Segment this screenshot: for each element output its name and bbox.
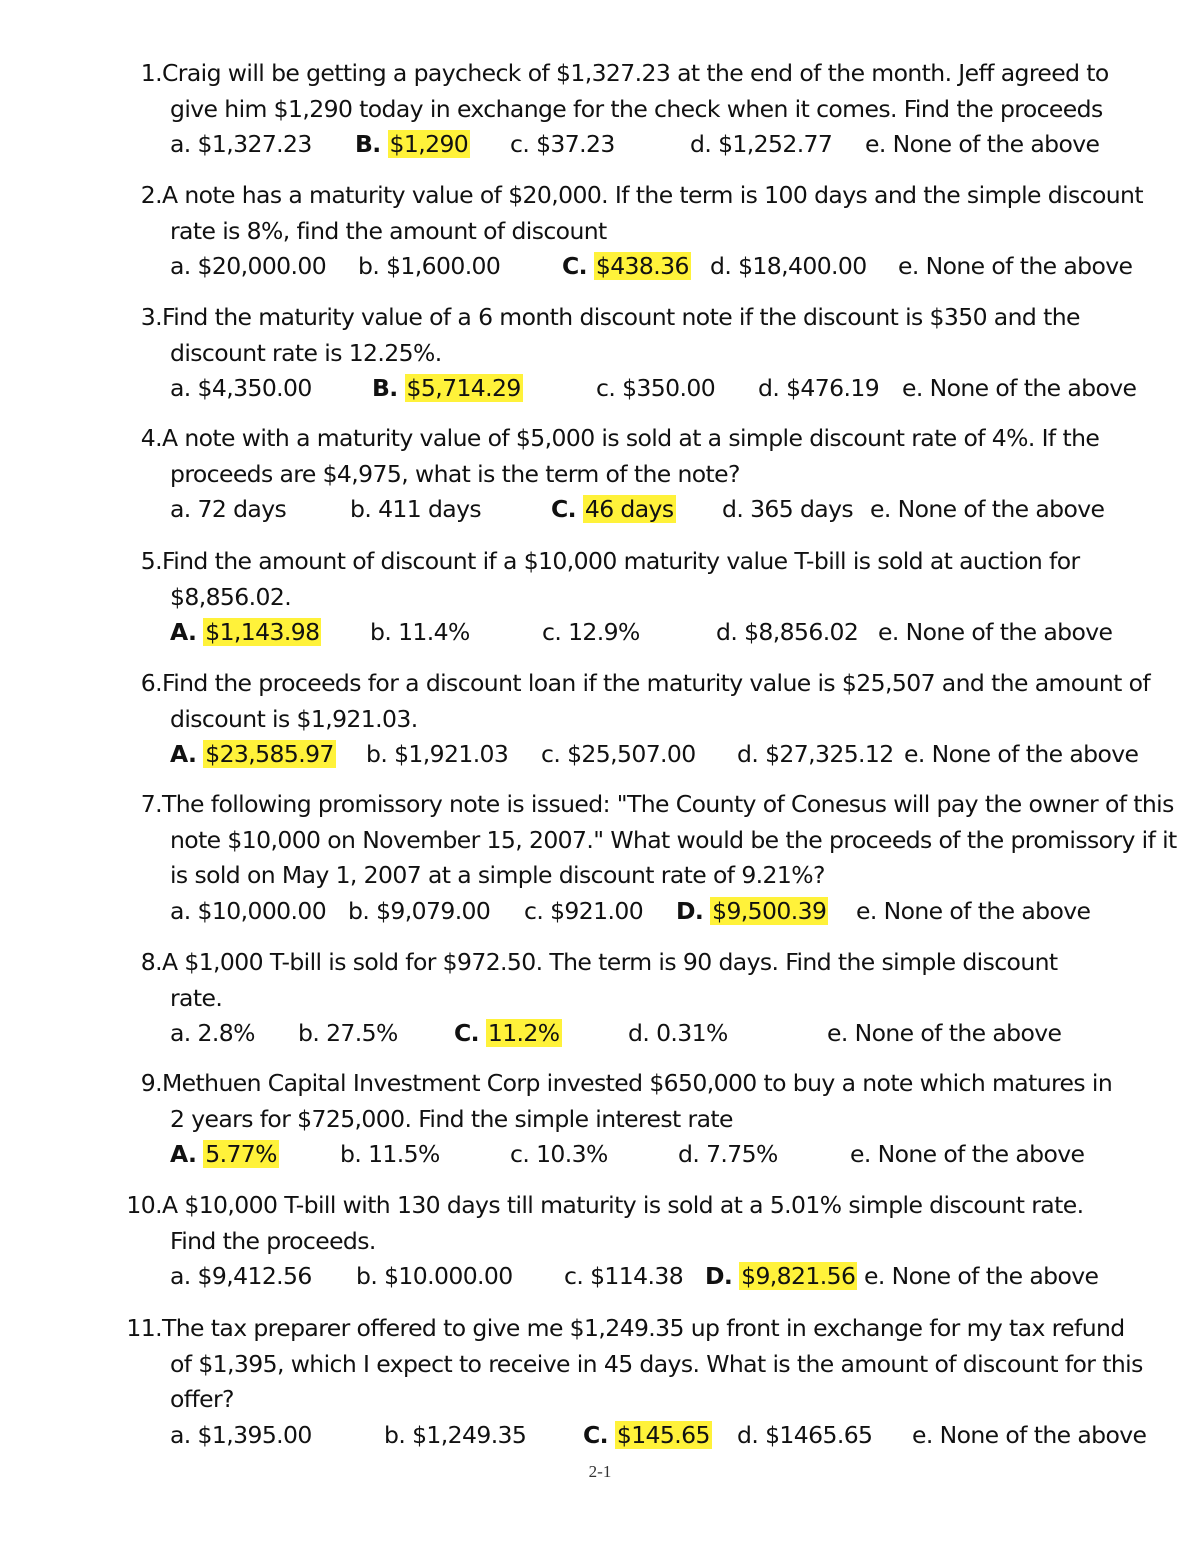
question-number: 10. bbox=[126, 1191, 162, 1219]
question-text-line: $8,856.02. bbox=[170, 582, 292, 611]
answer-option bbox=[864, 1261, 1098, 1291]
option-text: $114.38 bbox=[590, 1262, 684, 1290]
answer-option bbox=[870, 494, 1104, 524]
option-letter: a. bbox=[170, 252, 191, 280]
option-letter: A. bbox=[170, 740, 197, 768]
option-letter: e. bbox=[864, 1262, 885, 1290]
option-text: 12.9% bbox=[568, 618, 640, 646]
option-text: $10.000.00 bbox=[384, 1262, 513, 1290]
option-letter: d. bbox=[758, 374, 780, 402]
question-number: 3. bbox=[140, 303, 162, 331]
question-text-line: discount is $1,921.03. bbox=[170, 704, 418, 733]
option-text: None of the above bbox=[854, 1019, 1062, 1047]
option-letter: a. bbox=[170, 1019, 191, 1047]
answer-option bbox=[170, 896, 326, 926]
answer-option bbox=[170, 1420, 312, 1450]
answer-option bbox=[912, 1420, 1146, 1450]
question-text-line: Find the proceeds. bbox=[170, 1226, 376, 1255]
option-text: 2.8% bbox=[197, 1019, 255, 1047]
question-number: 11. bbox=[126, 1314, 162, 1342]
option-letter: c. bbox=[596, 374, 616, 402]
answer-option-correct bbox=[562, 251, 691, 281]
option-letter: e. bbox=[870, 495, 891, 523]
answer-option bbox=[170, 1018, 255, 1048]
answer-option bbox=[737, 1420, 872, 1450]
option-text: $4,350.00 bbox=[197, 374, 312, 402]
option-letter: a. bbox=[170, 130, 191, 158]
answer-option bbox=[170, 129, 312, 159]
option-letter: e. bbox=[898, 252, 919, 280]
option-letter: a. bbox=[170, 896, 191, 925]
question-number: 7. bbox=[140, 790, 162, 818]
option-text: $18,400.00 bbox=[738, 252, 867, 280]
highlighted-answer: $438.36 bbox=[595, 252, 689, 280]
option-text: 0.31% bbox=[656, 1019, 728, 1047]
option-letter: e. bbox=[878, 618, 899, 646]
option-text: None of the above bbox=[931, 740, 1139, 768]
answer-option bbox=[878, 617, 1112, 647]
option-text: $1,327.23 bbox=[197, 130, 312, 158]
answer-option bbox=[596, 373, 715, 403]
option-text: None of the above bbox=[905, 618, 1113, 646]
answer-option-correct bbox=[170, 1139, 279, 1169]
question-text-line: Methuen Capital Investment Corp invested $650,000 to buy a note which matures in bbox=[162, 1069, 1113, 1097]
question-number: 2. bbox=[140, 181, 162, 209]
option-text: 7.75% bbox=[706, 1140, 778, 1168]
answer-option bbox=[758, 373, 879, 403]
answer-option bbox=[850, 1139, 1084, 1169]
answer-option-correct bbox=[551, 494, 676, 524]
option-letter: B. bbox=[355, 130, 381, 158]
highlighted-answer: 11.2% bbox=[487, 1019, 560, 1047]
answer-option bbox=[827, 1018, 1061, 1048]
highlighted-answer: $1,143.98 bbox=[205, 618, 320, 646]
option-letter: c. bbox=[524, 896, 544, 925]
option-letter: a. bbox=[170, 1420, 191, 1449]
option-letter: d. bbox=[678, 1140, 700, 1168]
answer-option bbox=[898, 251, 1132, 281]
question-text-line: rate. bbox=[170, 983, 223, 1012]
option-text: $1,395.00 bbox=[197, 1420, 312, 1449]
answer-option bbox=[564, 1261, 683, 1291]
question-text-line: The following promissory note is issued: "The County of Conesus will pay the owner of this bbox=[162, 790, 1174, 818]
option-letter: e. bbox=[865, 130, 886, 158]
option-text: $1465.65 bbox=[765, 1420, 873, 1449]
question-text-line: Find the maturity value of a 6 month discount note if the discount is $350 and the bbox=[162, 303, 1080, 331]
option-text: 11.5% bbox=[368, 1140, 440, 1168]
option-letter: b. bbox=[356, 1262, 378, 1290]
option-letter: b. bbox=[384, 1420, 406, 1449]
answer-option-correct bbox=[170, 617, 321, 647]
question-text-line: offer? bbox=[170, 1385, 234, 1413]
answer-option bbox=[722, 494, 853, 524]
option-letter: a. bbox=[170, 374, 191, 402]
answer-option bbox=[384, 1420, 526, 1450]
option-text: $1,600.00 bbox=[386, 252, 501, 280]
option-letter: e. bbox=[856, 896, 877, 925]
answer-option bbox=[542, 617, 640, 647]
question-text-line: A note with a maturity value of $5,000 is sold at a simple discount rate of 4%. If the bbox=[162, 424, 1100, 452]
question-number: 4. bbox=[140, 424, 162, 452]
answer-option-correct bbox=[372, 373, 523, 403]
answer-option bbox=[350, 494, 481, 524]
option-letter: e. bbox=[902, 374, 923, 402]
option-text: $1,921.03 bbox=[394, 740, 509, 768]
option-text: 411 days bbox=[378, 495, 482, 523]
option-letter: b. bbox=[358, 252, 380, 280]
question-number: 6. bbox=[140, 669, 162, 697]
option-text: 72 days bbox=[197, 495, 287, 523]
option-letter: d. bbox=[737, 1420, 759, 1449]
option-text: $1,252.77 bbox=[718, 130, 833, 158]
question-text-line: A $1,000 T-bill is sold for $972.50. The term is 90 days. Find the simple discount bbox=[162, 948, 1058, 976]
answer-option bbox=[904, 739, 1138, 769]
option-letter: c. bbox=[510, 130, 530, 158]
answer-option bbox=[628, 1018, 728, 1048]
question-text-line: A $10,000 T-bill with 130 days till maturity is sold at a 5.01% simple discount rate. bbox=[162, 1191, 1084, 1219]
option-letter: d. bbox=[628, 1019, 650, 1047]
highlighted-answer: 5.77% bbox=[205, 1140, 277, 1168]
question-text-line: is sold on May 1, 2007 at a simple discount rate of 9.21%? bbox=[170, 861, 825, 889]
question-text-line: proceeds are $4,975, what is the term of the note? bbox=[170, 459, 740, 488]
answer-option bbox=[358, 251, 500, 281]
answer-option bbox=[737, 739, 894, 769]
option-letter: d. bbox=[722, 495, 744, 523]
option-text: $9,079.00 bbox=[376, 896, 491, 925]
question-text-line: The tax preparer offered to give me $1,249.35 up front in exchange for my tax refund bbox=[162, 1314, 1125, 1342]
option-text: $10,000.00 bbox=[197, 896, 327, 925]
option-text: 11.4% bbox=[398, 618, 470, 646]
highlighted-answer: $1,290 bbox=[389, 130, 469, 158]
answer-option bbox=[902, 373, 1136, 403]
option-letter: d. bbox=[716, 618, 738, 646]
question-text-line: note $10,000 on November 15, 2007." What would be the proceeds of the promissory if it bbox=[170, 825, 1177, 854]
option-text: $20,000.00 bbox=[197, 252, 327, 280]
answer-option-correct bbox=[676, 896, 828, 926]
answer-option bbox=[340, 1139, 440, 1169]
option-letter: b. bbox=[298, 1019, 320, 1047]
question-text-line: Find the proceeds for a discount loan if the maturity value is $25,507 and the amount of bbox=[162, 669, 1151, 697]
option-letter: c. bbox=[542, 618, 562, 646]
option-letter: C. bbox=[583, 1420, 608, 1449]
option-letter: e. bbox=[850, 1140, 871, 1168]
option-text: None of the above bbox=[892, 130, 1100, 158]
answer-option bbox=[170, 1261, 312, 1291]
option-letter: a. bbox=[170, 495, 191, 523]
answer-option-correct bbox=[583, 1420, 712, 1450]
option-text: $9,412.56 bbox=[197, 1262, 312, 1290]
option-text: 10.3% bbox=[536, 1140, 608, 1168]
answer-option bbox=[510, 1139, 608, 1169]
answer-option bbox=[170, 251, 326, 281]
answer-option bbox=[710, 251, 867, 281]
answer-option bbox=[510, 129, 615, 159]
answer-option bbox=[170, 373, 312, 403]
option-letter: B. bbox=[372, 374, 398, 402]
option-text: None of the above bbox=[891, 1262, 1099, 1290]
option-text: $1,249.35 bbox=[412, 1420, 527, 1449]
answer-option-correct bbox=[454, 1018, 562, 1048]
answer-option bbox=[856, 896, 1090, 926]
option-text: $921.00 bbox=[550, 896, 644, 925]
question-text-line: of $1,395, which I expect to receive in 45 days. What is the amount of discount for this bbox=[170, 1349, 1143, 1378]
answer-option bbox=[370, 617, 470, 647]
option-letter: b. bbox=[350, 495, 372, 523]
option-letter: D. bbox=[676, 896, 704, 925]
option-text: None of the above bbox=[925, 252, 1133, 280]
option-letter: c. bbox=[564, 1262, 584, 1290]
question-number: 5. bbox=[140, 547, 162, 575]
question-text-line: discount rate is 12.25%. bbox=[170, 338, 442, 367]
answer-option bbox=[524, 896, 643, 926]
option-letter: C. bbox=[551, 495, 576, 523]
option-letter: b. bbox=[370, 618, 392, 646]
question-text-line: rate is 8%, find the amount of discount bbox=[170, 216, 607, 245]
highlighted-answer: $9,500.39 bbox=[712, 896, 827, 925]
option-text: $37.23 bbox=[536, 130, 615, 158]
question-text-line: give him $1,290 today in exchange for the check when it comes. Find the proceeds bbox=[170, 94, 1103, 123]
option-text: None of the above bbox=[939, 1420, 1147, 1449]
option-letter: d. bbox=[710, 252, 732, 280]
question-number: 8. bbox=[140, 948, 162, 976]
answer-option bbox=[170, 494, 286, 524]
option-letter: A. bbox=[170, 618, 197, 646]
option-letter: b. bbox=[366, 740, 388, 768]
answer-option bbox=[865, 129, 1099, 159]
option-letter: e. bbox=[912, 1420, 933, 1449]
option-letter: e. bbox=[827, 1019, 848, 1047]
highlighted-answer: $5,714.29 bbox=[406, 374, 521, 402]
question-text-line: 2 years for $725,000. Find the simple interest rate bbox=[170, 1104, 733, 1133]
answer-option bbox=[541, 739, 696, 769]
answer-option bbox=[716, 617, 858, 647]
option-text: $27,325.12 bbox=[765, 740, 894, 768]
option-letter: b. bbox=[348, 896, 370, 925]
option-text: None of the above bbox=[897, 495, 1105, 523]
option-text: $476.19 bbox=[786, 374, 880, 402]
option-text: 27.5% bbox=[326, 1019, 398, 1047]
answer-option bbox=[690, 129, 832, 159]
option-letter: A. bbox=[170, 1140, 197, 1168]
page-number: 2-1 bbox=[588, 1462, 612, 1481]
option-text: None of the above bbox=[929, 374, 1137, 402]
option-letter: d. bbox=[690, 130, 712, 158]
option-letter: a. bbox=[170, 1262, 191, 1290]
highlighted-answer: 46 days bbox=[584, 495, 674, 523]
option-text: 365 days bbox=[750, 495, 854, 523]
answer-option-correct bbox=[170, 739, 336, 769]
highlighted-answer: $145.65 bbox=[616, 1420, 710, 1449]
option-text: None of the above bbox=[877, 1140, 1085, 1168]
answer-option-correct bbox=[355, 129, 470, 159]
question-number: 9. bbox=[140, 1069, 162, 1097]
question-text-line: Find the amount of discount if a $10,000 maturity value T-bill is sold at auction for bbox=[162, 547, 1080, 575]
question-text-line: A note has a maturity value of $20,000. If the term is 100 days and the simple discount bbox=[162, 181, 1143, 209]
highlighted-answer: $9,821.56 bbox=[741, 1262, 856, 1290]
highlighted-answer: $23,585.97 bbox=[205, 740, 334, 768]
option-letter: c. bbox=[541, 740, 561, 768]
option-text: $350.00 bbox=[622, 374, 716, 402]
question-number: 1. bbox=[140, 59, 162, 87]
option-letter: c. bbox=[510, 1140, 530, 1168]
option-letter: C. bbox=[562, 252, 587, 280]
option-letter: d. bbox=[737, 740, 759, 768]
option-letter: e. bbox=[904, 740, 925, 768]
answer-option bbox=[678, 1139, 778, 1169]
answer-option-correct bbox=[705, 1261, 857, 1291]
option-text: None of the above bbox=[883, 896, 1091, 925]
answer-option bbox=[298, 1018, 398, 1048]
answer-option bbox=[348, 896, 490, 926]
answer-option bbox=[356, 1261, 513, 1291]
option-text: $8,856.02 bbox=[744, 618, 859, 646]
option-letter: b. bbox=[340, 1140, 362, 1168]
option-text: $25,507.00 bbox=[567, 740, 696, 768]
option-letter: D. bbox=[705, 1262, 733, 1290]
answer-option bbox=[366, 739, 508, 769]
option-letter: C. bbox=[454, 1019, 479, 1047]
question-text-line: Craig will be getting a paycheck of $1,327.23 at the end of the month. Jeff agreed to bbox=[162, 59, 1109, 87]
